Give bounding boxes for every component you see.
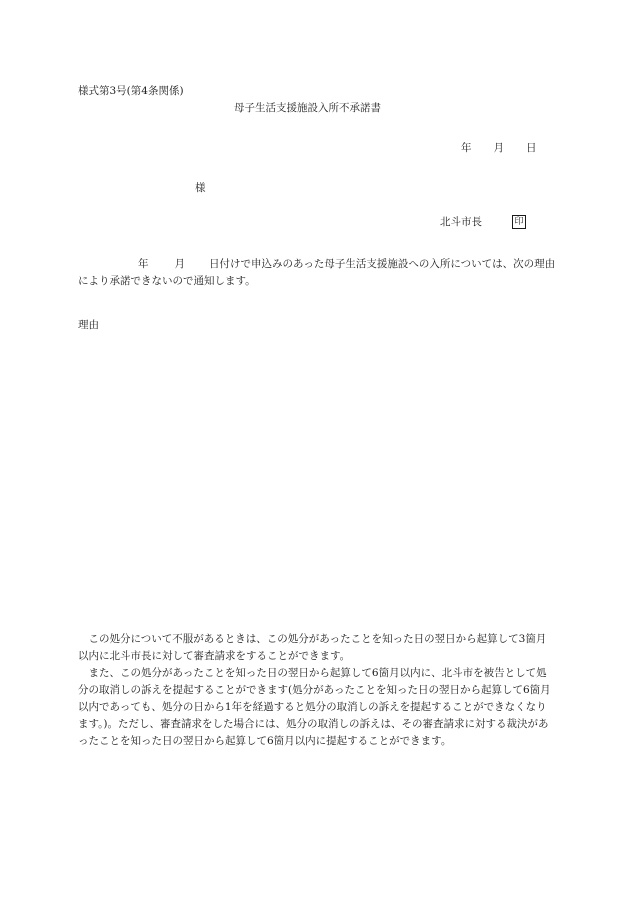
issuer-name: 北斗市長	[440, 216, 482, 228]
addressee-suffix: 様	[195, 182, 206, 194]
body-month-label: 月	[174, 258, 185, 270]
body-text	[78, 256, 556, 290]
form-number: 様式第3号(第4条関係)	[78, 85, 184, 97]
document-title: 母子生活支援施設入所不承諾書	[234, 102, 381, 114]
notice-paragraph: また、この処分があったことを知った日の翌日から起算して6箇月以内に、北斗市を被告として処分の取消しの訴えを提起することができます(処分があったことを知った日の翌日から起算して6箇月以内であっても、処分の日から1年を経過すると処分の取消しの訴えを提起することができなくなります。)。ただし、審査請求をした場合には、処分の取消しの訴えは、その審査請求に対する裁決があったことを知った日の翌日から起算して6箇月以内に提起することができます。	[78, 667, 551, 747]
seal-mark: 印	[512, 215, 526, 229]
appeal-notice	[78, 631, 556, 750]
reason-label: 理由	[78, 319, 99, 331]
notice-paragraph: この処分について不服があるときは、この処分があったことを知った日の翌日から起算して3箇月以内に北斗市長に対して審査請求をすることができます。	[78, 633, 547, 662]
date-year-label: 年	[461, 142, 472, 154]
body-sentence: 日付けで申込みのあった母子生活支援施設への入所については、次の理由により承諾できないので通知します。	[78, 258, 556, 287]
date-month-label: 月	[493, 142, 504, 154]
body-year-label: 年	[138, 258, 149, 270]
date-day-label: 日	[526, 142, 537, 154]
issuer-line	[440, 215, 526, 230]
date-line	[461, 141, 537, 156]
